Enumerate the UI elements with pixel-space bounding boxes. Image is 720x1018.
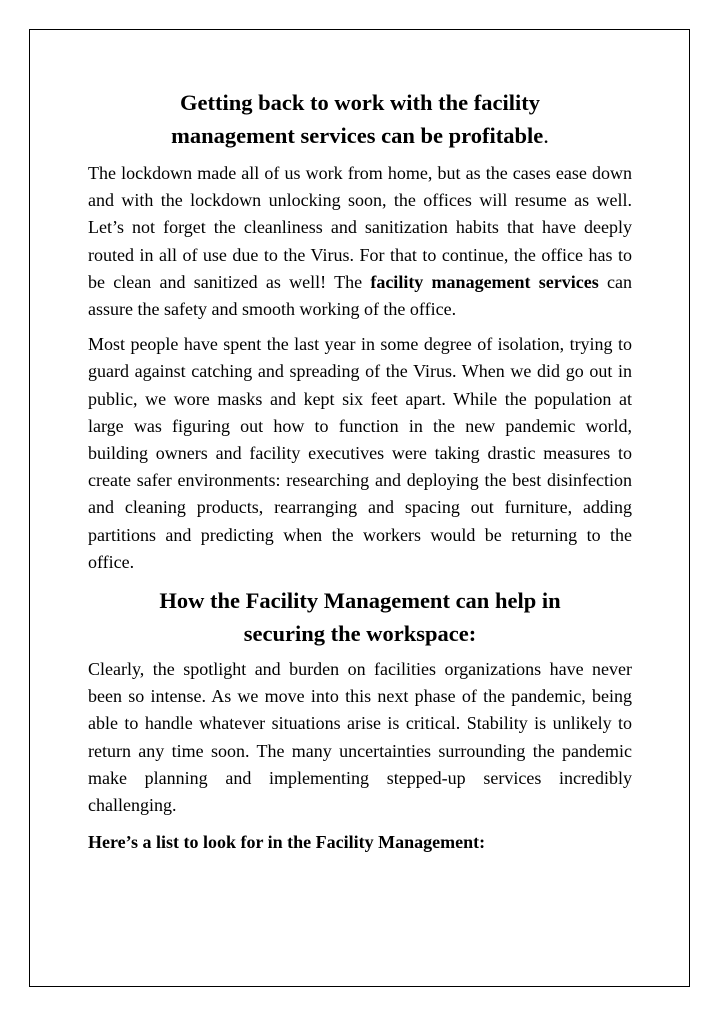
paragraph-lockdown xyxy=(88,160,632,323)
title-period: . xyxy=(543,123,549,148)
paragraph-isolation: Most people have spent the last year in some degree of isolation, trying to guard against catching and spreading of the Virus. When we did go out in public, we wore masks and kept six feet apart. While the population at large was figuring out how to function in the new pandemic world, building owners and facility executives were taking drastic measures to create safer environments: researching and deploying the best disinfection and cleaning products, rearranging and spacing out furniture, adding partitions and predicting when the workers would be returning to the office. xyxy=(88,334,632,572)
paragraph-lockdown-text: The lockdown made all of us work from home, but as the cases ease down and with the lockdown unlocking soon, the offices will resume as well. Let’s not forget the cleanliness and sanitization habits that have deeply routed in all of use due to the Virus. For that to continue, the office has to be clean and sanitized as well! The xyxy=(88,163,632,292)
title-line-1: Getting back to work with the facility xyxy=(180,90,540,115)
facility-management-services-emphasis: facility management services xyxy=(370,271,599,292)
section-heading xyxy=(88,584,632,650)
document-body xyxy=(88,86,632,856)
section-heading-line-1: How the Facility Management can help in xyxy=(159,588,561,614)
document-title xyxy=(88,86,632,152)
list-heading: Here’s a list to look for in the Facility Management: xyxy=(88,832,486,853)
title-line-2: management services can be profitable xyxy=(171,123,544,148)
paragraph-spotlight: Clearly, the spotlight and burden on facilities organizations have never been so intense. As we move into this next phase of the pandemic, being able to handle whatever situations arise is critical. Stability is unlikely to return any time soon. The many uncertainties surrounding the pandemic make planning and implementing stepped-up services incredibly challenging. xyxy=(88,659,632,816)
paragraph-lockdown-end: can assure the safety and smooth working of the office. xyxy=(88,271,632,320)
section-heading-line-2: securing the workspace: xyxy=(243,621,477,647)
